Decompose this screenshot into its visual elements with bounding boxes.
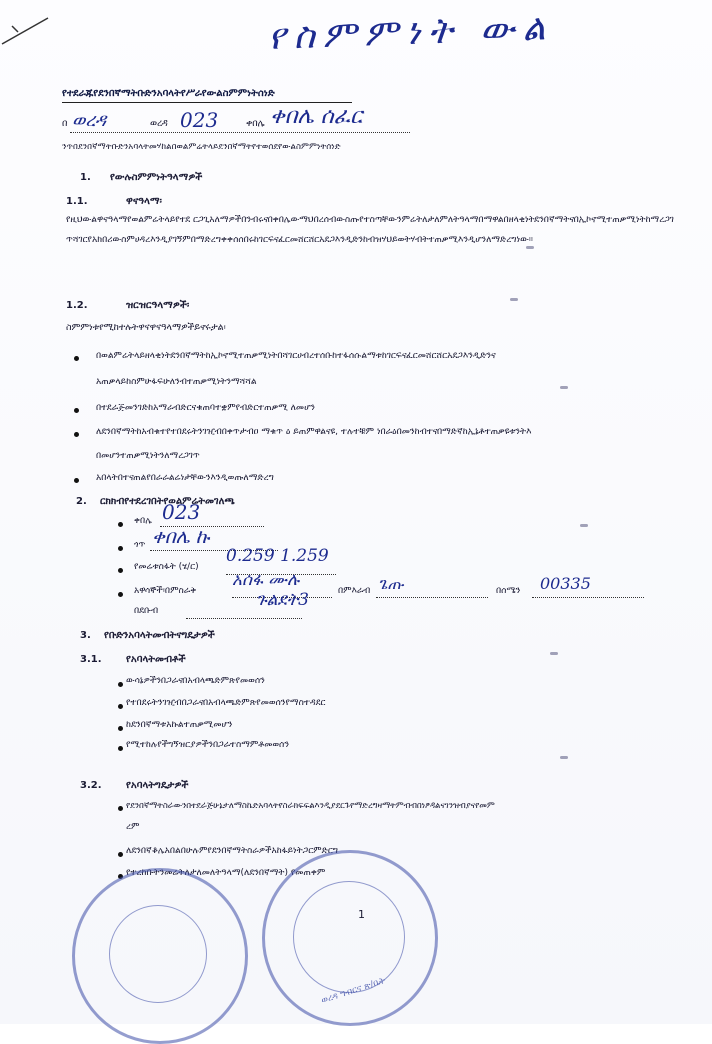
section-1-2-item-5: በመሆንተጠቃሚነትንለማረጋገጥ xyxy=(96,451,200,461)
s2-west-line xyxy=(376,597,488,598)
section-1-2-number: 1.2. xyxy=(66,300,88,311)
page-number: 1 xyxy=(358,908,365,921)
intro-value-c: ቀበሌ ሰፈር xyxy=(270,104,363,129)
bullet-icon xyxy=(118,546,123,551)
doc-title: የተደራጁየደንበኛማትቡድንአባላትየሥራየውልስምምነትሰነድ xyxy=(62,88,275,99)
scan-mark xyxy=(526,246,534,249)
section-3-2-item-3: የተረከቡትንመሬትለታለመለትዓላማ(ለደንበኛማት) የመጠቀም xyxy=(126,868,326,878)
margin-slash-mark xyxy=(0,8,60,68)
bullet-icon xyxy=(118,568,123,573)
section-3-1-number: 3.1. xyxy=(80,654,102,665)
official-stamp-right xyxy=(262,850,438,1026)
section-3-2-item-1-cont: ረም xyxy=(126,822,140,832)
section-3-1-item-1: ውሳኔዎችንበጋራናበአብላጫድምጽየመወሰን xyxy=(126,676,265,686)
handwritten-header: የስምምነት ውል xyxy=(267,7,554,58)
section-3-2-title: የአባላትግዴታዎች xyxy=(126,780,189,791)
s2-south-line xyxy=(186,618,302,619)
bullet-icon xyxy=(74,478,79,483)
s2-value-area: 0.259 1.259 xyxy=(226,546,329,566)
section-1-1-paragraph: የዚህውልዋናዓላማየወልምሬትላይየተደ ርጋጊአለማዎችበንብሩናበቀበሌውማህበረሰብውስጡየተስጣቸውንምሬትለታለምለትዓላማበማዋልበዘላቂነትደንበኛማትናበኢኮኖሚተጠቃሚነትከማረጋገጥሻገርየአክበሪውስምሀዳረእንዲያገኝምበማድረግቀቀሰሰበሩከገርፍናፈርመሸርሸርአደጋእንዲድንከብዝሃህይወትሃብትተጠቃሚእንዲሆንለማድረግነው። xyxy=(66,215,674,245)
section-2-title: ርክክብየተደረገበትየወልምሬትመገለጫ xyxy=(100,496,235,507)
section-1-2-item-1: በወልምሬትላይዘላቂነትደንበኛማትከኢኮኖሚተጠቃሚነትበሻገርሀብረተሰቡከተፋሰሱልማቱከገርፍናፈርመሸርሸርአደጋእንዲድንና xyxy=(96,351,496,361)
scan-mark xyxy=(510,298,518,301)
intro-line2: ንጥበደንበኛማትቡድንአባላትመሃከልበወልምሬትላይደንበኛማትየተወሰደየውልስምምነትሰነድ xyxy=(62,142,341,152)
scan-mark xyxy=(560,386,568,389)
s2-label-north: በሰሜን xyxy=(496,586,521,596)
intro-value-a: ወረዳ xyxy=(72,110,107,131)
s2-label-kebele: ቀበሌ xyxy=(134,516,152,526)
section-3-1-item-3: ከደንበኛማቱአኩልተጠቃሚመሆን xyxy=(126,720,233,730)
intro-label-b: ወረዳ xyxy=(150,118,168,129)
scan-mark xyxy=(560,756,568,759)
official-stamp-left xyxy=(72,868,248,1044)
intro-label-c: ቀበሌ xyxy=(246,118,265,129)
intro-fill-line xyxy=(70,132,410,133)
section-1-1-number: 1.1. xyxy=(66,196,88,207)
section-1-title: የውሉስምምነትዓላማዎች xyxy=(110,172,203,183)
section-3-2-item-2: ለደንበኛቆሌአበልበሁሉምየደንበኛማትስራዎችአከፋይነትጋርምድርግ xyxy=(126,846,339,856)
scan-mark xyxy=(550,652,558,655)
s2-label-east: አዋሳኞች፡በምስራቅ xyxy=(134,586,197,596)
bullet-icon xyxy=(74,432,79,437)
bullet-icon xyxy=(74,356,79,361)
bullet-icon xyxy=(118,522,123,527)
section-3-1-item-2: የተበደሩትንገዢብበጋራናበአብላጫድምጽየመወሰንየማስተዳደር xyxy=(126,698,326,708)
section-3-1-item-4: የሚተከሉየችግኝዝርያዎችንበጋራተስማምቶመወሰን xyxy=(126,740,290,750)
intro-value-b: 023 xyxy=(180,108,219,132)
s2-value-south: ጉልደት3 xyxy=(256,590,309,610)
s2-value-west: ጌጡ xyxy=(378,574,404,593)
s2-value-east: አሰፋ ሙሉ xyxy=(232,570,300,590)
s2-value-kebele: 023 xyxy=(162,500,201,524)
s2-label-area: የመሬቱስፋት (ሄ/ር) xyxy=(134,562,199,572)
s2-label-west: በምእራብ xyxy=(338,586,371,596)
title-underline xyxy=(62,102,352,103)
bullet-icon xyxy=(118,806,123,811)
bullet-icon xyxy=(118,592,123,597)
stamp-text: ወረዳ ግብርና ጽ/ቤት xyxy=(320,975,387,1007)
section-3-2-number: 3.2. xyxy=(80,780,102,791)
bullet-icon xyxy=(74,408,79,413)
section-1-2-intro: ስምምነቱየሚከተሉትዋናዋናዓላማዎችይኖሩታል፡ xyxy=(66,322,226,333)
s2-label-got: ጎጥ xyxy=(134,540,146,550)
bullet-icon xyxy=(118,852,123,857)
s2-label-south: በደቡብ xyxy=(134,606,159,616)
section-3-number: 3. xyxy=(80,630,91,641)
section-1-2-item-6: አበላትበተናጠልየበራራልሬነታቸውንእንዲወጡለማድረግ xyxy=(96,473,274,483)
s2-north-line xyxy=(532,597,644,598)
bullet-icon xyxy=(118,746,123,751)
section-1-number: 1. xyxy=(80,172,91,183)
s2-value-got: ቀበሌ ኩ xyxy=(152,526,210,548)
section-1-1-title: ዋናዓላማ፡ xyxy=(126,196,162,207)
section-3-title: የቡድንአባላትመብትናግዴታዎች xyxy=(104,630,215,641)
s2-value-north: 00335 xyxy=(540,574,591,593)
section-1-2-item-2: አጠቃላይከስምሁፋፍሁለንብተጠቃሚነትንማሻሻል xyxy=(96,377,257,387)
section-2-number: 2. xyxy=(76,496,87,507)
intro-label-a: በ xyxy=(62,118,68,129)
section-1-2-item-3: በተደራጅመንገድከአማራብድርናቁጠባተቋምየብድርተጠቃሚ ለመሆን xyxy=(96,403,315,413)
section-1-2-item-4: ለደንበኛማትከአብቁተየተበደሩትንገዢብበቀጥታብዐ ማቁጥ ዕ ይጠምዋልናዩ, ተሉተቹም ነበራዕበመንከብተናበማድኛከኢኔቶተጠቃዩቱንትእ xyxy=(96,427,532,437)
bullet-icon xyxy=(118,704,123,709)
bullet-icon xyxy=(118,682,123,687)
bullet-icon xyxy=(118,726,123,731)
section-3-2-item-1: የደንበኛማትስራውንበተደራጅሁኔታለማስኬድአባላትየስራክፍፍልእንዲያደርጉየማድረግዛማትምብብበነፆዳልናገንዝብያናየመም xyxy=(126,800,495,810)
section-1-2-title: ዝርዝርዓላማዎች፡ xyxy=(126,300,190,311)
section-3-1-title: የአባላትመብቶች xyxy=(126,654,186,665)
scan-mark xyxy=(580,524,588,527)
